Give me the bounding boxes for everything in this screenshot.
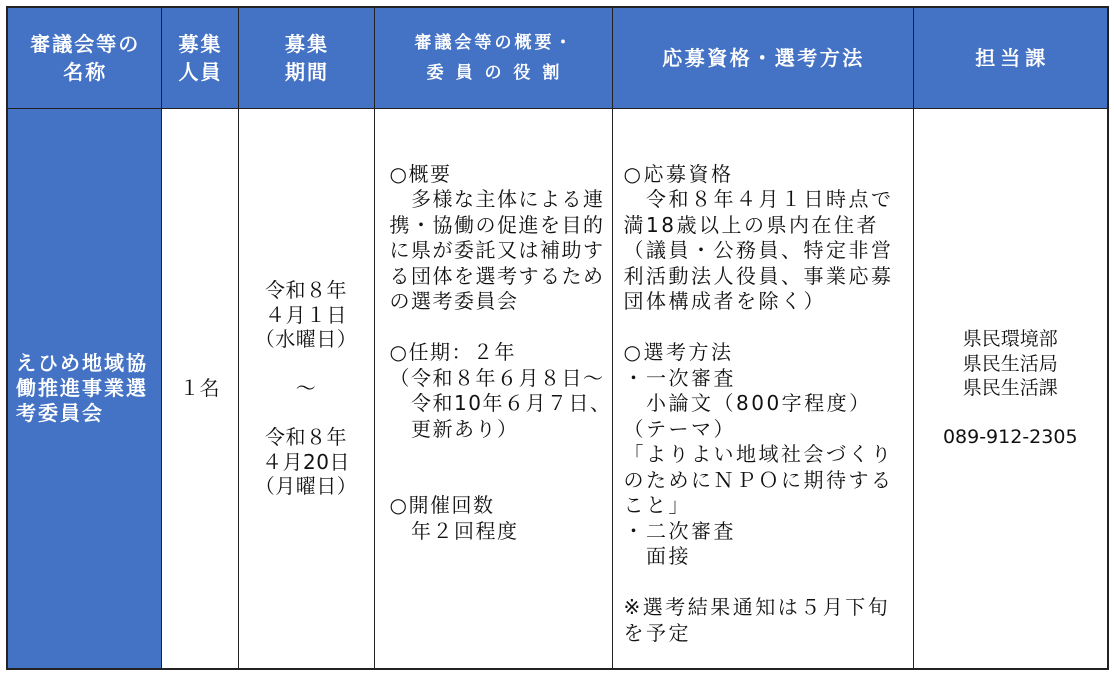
header-cell-department — [913, 7, 1108, 108]
header-name-text: 審議会等の 名称 — [30, 31, 141, 84]
header-qualification-text: 応募資格・選考方法 — [662, 45, 865, 70]
header-cell-overview — [374, 7, 612, 108]
header-cell-qualification — [612, 7, 913, 108]
cell-overview — [374, 108, 612, 669]
header-cell-count — [161, 7, 238, 108]
recruit-period-text: 令和８年 ４月１日 （水曜日） ～ 令和８年 ４月20日 （月曜日） — [254, 278, 358, 498]
header-period-text: 募集 期間 — [285, 31, 329, 84]
overview-text: ○概要 多様な主体による連 携・協働の促進を目的 に県が委託又は補助す る団体を選考するため の選考委員会 ○任期：２年 （令和８年６月８日～ 令和10年６月７日、 更新あり） ○開催回数 年２回程度 — [389, 161, 612, 543]
qualification-text: ○応募資格 令和８年４月１日時点で 満18歳以上の県内在住者 （議員・公務員、特定非営 利活動法人役員、事業応募 団体構成者を除く） ○選考方法 ・一次審査 小論文（800字程度） （テーマ） 「よりよい地域社会づくり のためにＮＰＯに期待する こと」 ・二次審査 面接 ※選考結果通知は５月下旬 を予定 — [623, 161, 894, 645]
table-row — [7, 108, 1108, 669]
header-department-text: 担当課 — [975, 45, 1051, 70]
recruit-count-text: １名 — [179, 375, 220, 400]
recruitment-table — [6, 6, 1109, 670]
header-overview-text: 審議会等の概要・ 委 員 の 役 割 — [414, 32, 575, 83]
cell-recruit-period — [238, 108, 374, 669]
header-row — [7, 7, 1108, 108]
header-cell-period — [238, 7, 374, 108]
cell-recruit-count — [161, 108, 238, 669]
cell-qualification — [612, 108, 913, 669]
header-cell-name — [7, 7, 161, 108]
cell-council-name — [7, 108, 161, 669]
department-text: 県民環境部 県民生活局 県民生活課 089-912-2305 — [942, 328, 1078, 448]
cell-department — [913, 108, 1108, 669]
header-count-text: 募集 人員 — [178, 31, 223, 84]
council-name-text: えひめ地域協 働推進事業選 考委員会 — [16, 350, 148, 425]
